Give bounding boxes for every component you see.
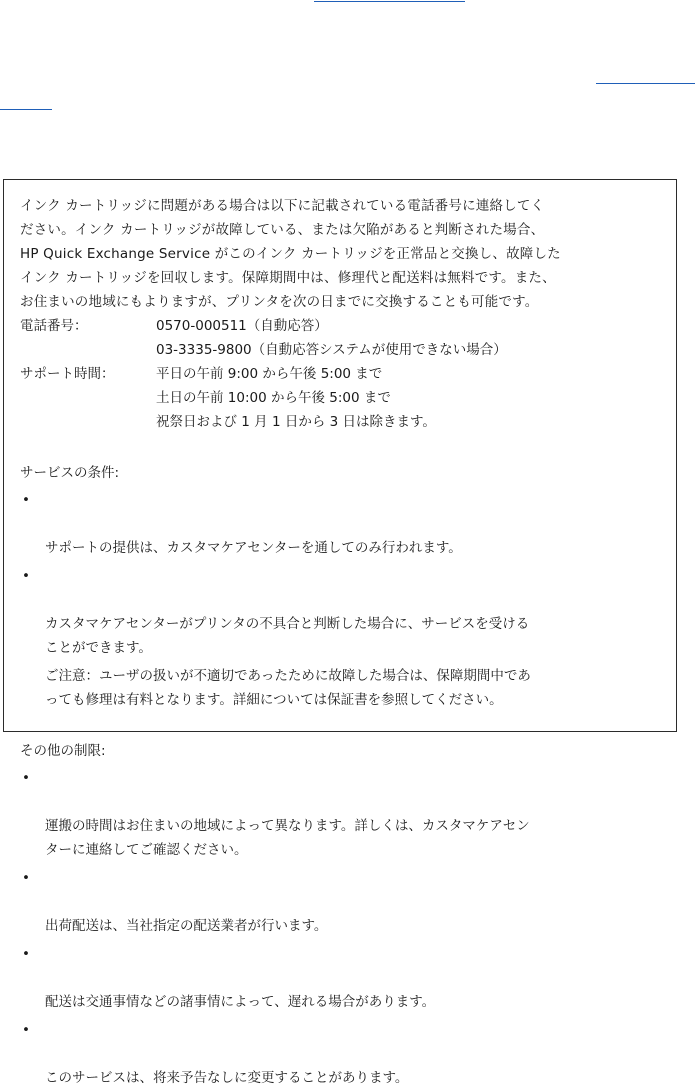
phone-label: 電話番号：: [20, 318, 88, 334]
support-hours-label: サポート時間：: [20, 366, 115, 382]
bullet-icon: •: [22, 770, 30, 786]
conditions-title: サービスの条件:: [20, 465, 120, 481]
limits-list: [20, 766, 662, 1090]
bullet-icon: •: [22, 946, 30, 962]
list-item-text: サポートの提供は、カスタマケアセンターを通してのみ行われます。: [45, 540, 462, 556]
support-hours-weekend: 土日の午前 10:00 から午後 5:00 まで: [156, 390, 391, 406]
cropped-link-underline[interactable]: [314, 1, 465, 2]
list-item: [20, 488, 662, 560]
cropped-link-underline[interactable]: [596, 83, 695, 84]
list-item-text: 出荷配送は、当社指定の配送業者が行います。: [45, 918, 328, 934]
list-item-text: このサービスは、将来予告なしに変更することがあります。: [45, 1070, 409, 1086]
intro-paragraph: インク カートリッジに問題がある場合は以下に記載されている電話番号に連絡してく ださい。インク カートリッジが故障している、または欠陥があると判断された場合、 HP Quick Exchange Service がこのインク カートリッジを正常品と交換し、故障した インク カートリッジを回収します。保障期間中は、修理代と配送料は無料です。また、 お住まいの地域にもよりますが、プリンタを次の日までに交換することも可能です。: [20, 198, 561, 310]
limits-title: その他の制限:: [20, 743, 106, 759]
list-item: [20, 766, 662, 862]
list-item-text: カスタマケアセンターがプリンタの不具合と判断した場合に、サービスを受ける ことができます。: [45, 616, 530, 656]
bullet-icon: •: [22, 870, 30, 886]
hours-label-spacer: [20, 386, 156, 410]
support-hours-weekday: 平日の午前 9:00 から午後 5:00 まで: [156, 366, 383, 382]
list-item: [20, 564, 662, 660]
support-hours-holidays: 祝祭日および 1 月 1 日から 3 日は除きます。: [156, 414, 436, 430]
conditions-list: [20, 488, 662, 660]
list-item: [20, 866, 662, 938]
phone-label-spacer: [20, 338, 156, 362]
list-item-text: 運搬の時間はお住まいの地域によって異なります。詳しくは、カスタマケアセン ターに連絡してご確認ください。: [45, 818, 530, 858]
bullet-icon: •: [22, 1022, 30, 1038]
contact-info: [20, 314, 662, 434]
list-item-text: 配送は交通事情などの諸事情によって、遅れる場合があります。: [45, 994, 436, 1010]
bullet-icon: •: [22, 568, 30, 584]
hours-label-spacer: [20, 410, 156, 434]
cropped-link-underline[interactable]: [0, 109, 52, 110]
phone-number-primary: 0570-000511（自動応答）: [156, 318, 328, 334]
quick-exchange-notice-box: [3, 179, 677, 1086]
list-item: [20, 1018, 662, 1090]
list-item: [20, 942, 662, 1014]
caution-note: ご注意：ユーザの扱いが不適切であったために故障した場合は、保障期間中であ っても修理は有料となります。詳細については保証書を参照してください。: [45, 668, 531, 708]
phone-number-secondary: 03-3335-9800（自動応答システムが使用できない場合）: [156, 342, 507, 358]
bullet-icon: •: [22, 492, 30, 508]
